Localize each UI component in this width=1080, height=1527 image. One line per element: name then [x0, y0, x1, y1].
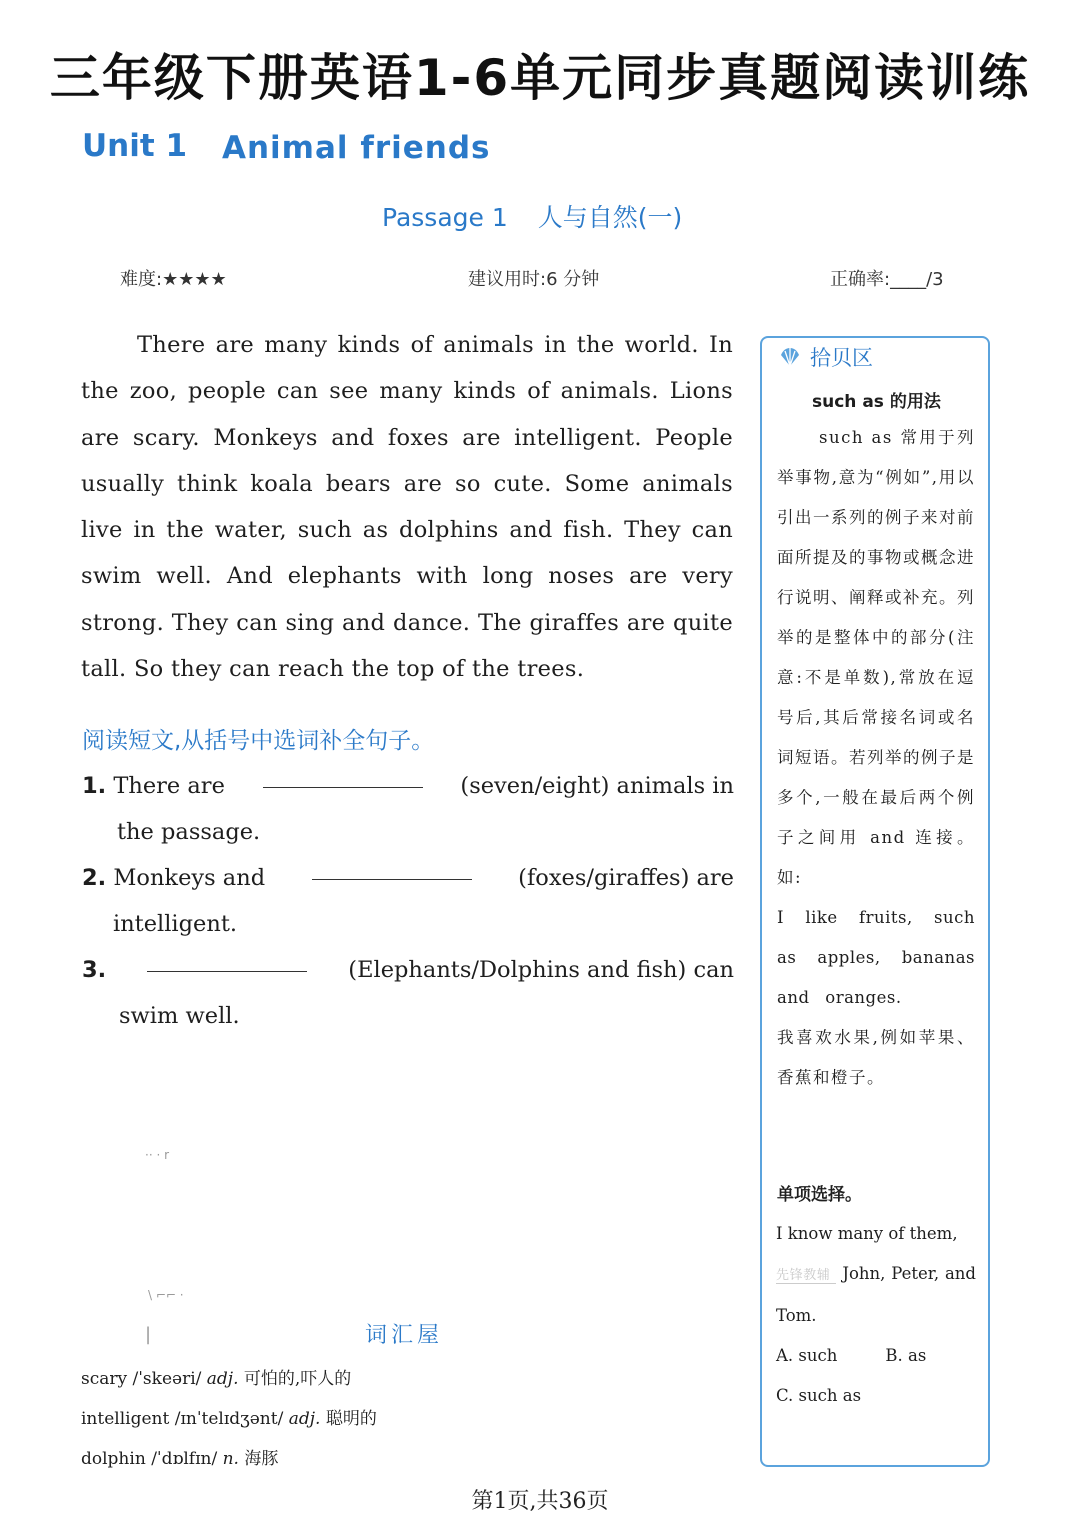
- quiz-text-1: I know many of them,: [776, 1224, 958, 1243]
- suggested-time: 建议用时:6 分钟: [468, 269, 600, 290]
- question-3-cont: swim well.: [119, 1003, 240, 1029]
- answer-blank[interactable]: [312, 855, 472, 880]
- question-choices: (Elephants/Dolphins and fish) can: [348, 957, 734, 983]
- answer-blank[interactable]: [263, 763, 423, 788]
- vocab-title: 词汇屋: [365, 1323, 444, 1348]
- sidebar-body: [777, 418, 975, 1098]
- page-footer: 第1页,共36页: [471, 1489, 609, 1514]
- sidebar-example-en: I like fruits, such as apples, bananas and oranges.: [777, 908, 975, 1007]
- vocab-pos: adj.: [206, 1369, 239, 1389]
- quiz-question: [776, 1214, 976, 1416]
- question-text: Monkeys and: [113, 865, 266, 891]
- sidebar-subtitle: such as 的用法: [812, 392, 941, 412]
- unit-label: Unit 1: [82, 128, 188, 164]
- passage-label: Passage 1: [382, 203, 508, 232]
- option-a[interactable]: A. such: [776, 1346, 838, 1365]
- option-c[interactable]: C. such as: [776, 1386, 862, 1405]
- question-2: [82, 855, 734, 901]
- reading-passage: There are many kinds of animals in the world. In the zoo, people can see many kinds of animals. Lions are scary. Monkeys and foxes are intelligent. People usually think koala bears are so cute. Some animals live in the water, such as dolphins and fish. They can swim well. And elephants with long noses are very strong. They can sing and dance. The giraffes are quite tall. So they can reach the top of the trees.: [81, 332, 733, 683]
- question-number: 2.: [82, 865, 107, 891]
- question-number: 1.: [82, 773, 107, 799]
- vocab-item: [81, 1444, 278, 1469]
- shell-icon: [778, 346, 802, 368]
- vocab-phonetic: /ɪnˈtelɪdʒənt/: [174, 1409, 284, 1429]
- option-b[interactable]: B. as: [885, 1346, 927, 1365]
- scan-speck: |: [145, 1324, 152, 1345]
- sidebar-explanation: such as 常用于列举事物,意为“例如”,用以引出一系列的例子来对前面所提及的事物或概念进行说明、阐释或补充。列举的是整体中的部分(注意:不是单数),常放在逗号后,其后常接名词或名词短语。若列举的例子是多个,一般在最后两个例子之间用 and 连接。如:: [777, 428, 975, 887]
- vocab-pos: n.: [222, 1449, 239, 1469]
- vocab-word: dolphin: [81, 1449, 146, 1469]
- question-3: [82, 947, 734, 993]
- question-1: [82, 763, 734, 809]
- vocab-meaning: 聪明的: [325, 1409, 377, 1429]
- vocab-phonetic: /ˈdɒlfɪn/: [151, 1449, 218, 1469]
- quiz-text-2: John, Peter, and Tom.: [776, 1264, 976, 1325]
- passage-theme: 人与自然(一): [537, 203, 683, 232]
- accuracy-field: 正确率:____/3: [830, 269, 944, 290]
- sidebar-title: [778, 342, 873, 372]
- answer-blank[interactable]: [147, 947, 307, 972]
- sidebar-title-text: 拾贝区: [810, 346, 873, 370]
- question-2-cont: intelligent.: [113, 911, 238, 937]
- vocab-word: scary: [81, 1369, 128, 1389]
- watermark-blank: 先锋教辅: [776, 1268, 836, 1284]
- question-1-cont: the passage.: [117, 819, 261, 845]
- vocab-phonetic: /ˈskeəri/: [132, 1369, 202, 1389]
- difficulty-rating: 难度:★★★★: [120, 269, 227, 290]
- quiz-title: 单项选择。: [777, 1185, 862, 1205]
- sidebar-example-zh: 我喜欢水果,例如苹果、香蕉和橙子。: [777, 1028, 975, 1087]
- vocab-pos: adj.: [288, 1409, 321, 1429]
- scan-speck: ·· · r: [145, 1148, 170, 1162]
- exercise-instruction: 阅读短文,从括号中选词补全句子。: [82, 728, 435, 754]
- question-text: There are: [113, 773, 225, 799]
- question-choices: (seven/eight) animals in: [460, 773, 734, 799]
- vocab-meaning: 海豚: [244, 1449, 279, 1469]
- vocab-meaning: 可怕的,吓人的: [243, 1369, 352, 1389]
- vocab-word: intelligent: [81, 1409, 170, 1429]
- passage-heading: [382, 198, 682, 234]
- vocab-item: [81, 1364, 351, 1389]
- question-number: 3.: [82, 957, 107, 983]
- question-choices: (foxes/giraffes) are: [518, 865, 734, 891]
- scan-speck: \ ⌐⌐ ·: [148, 1288, 184, 1302]
- page-title: 三年级下册英语1-6单元同步真题阅读训练: [49, 49, 1031, 107]
- vocab-item: [81, 1404, 377, 1429]
- unit-name: Animal friends: [222, 130, 491, 166]
